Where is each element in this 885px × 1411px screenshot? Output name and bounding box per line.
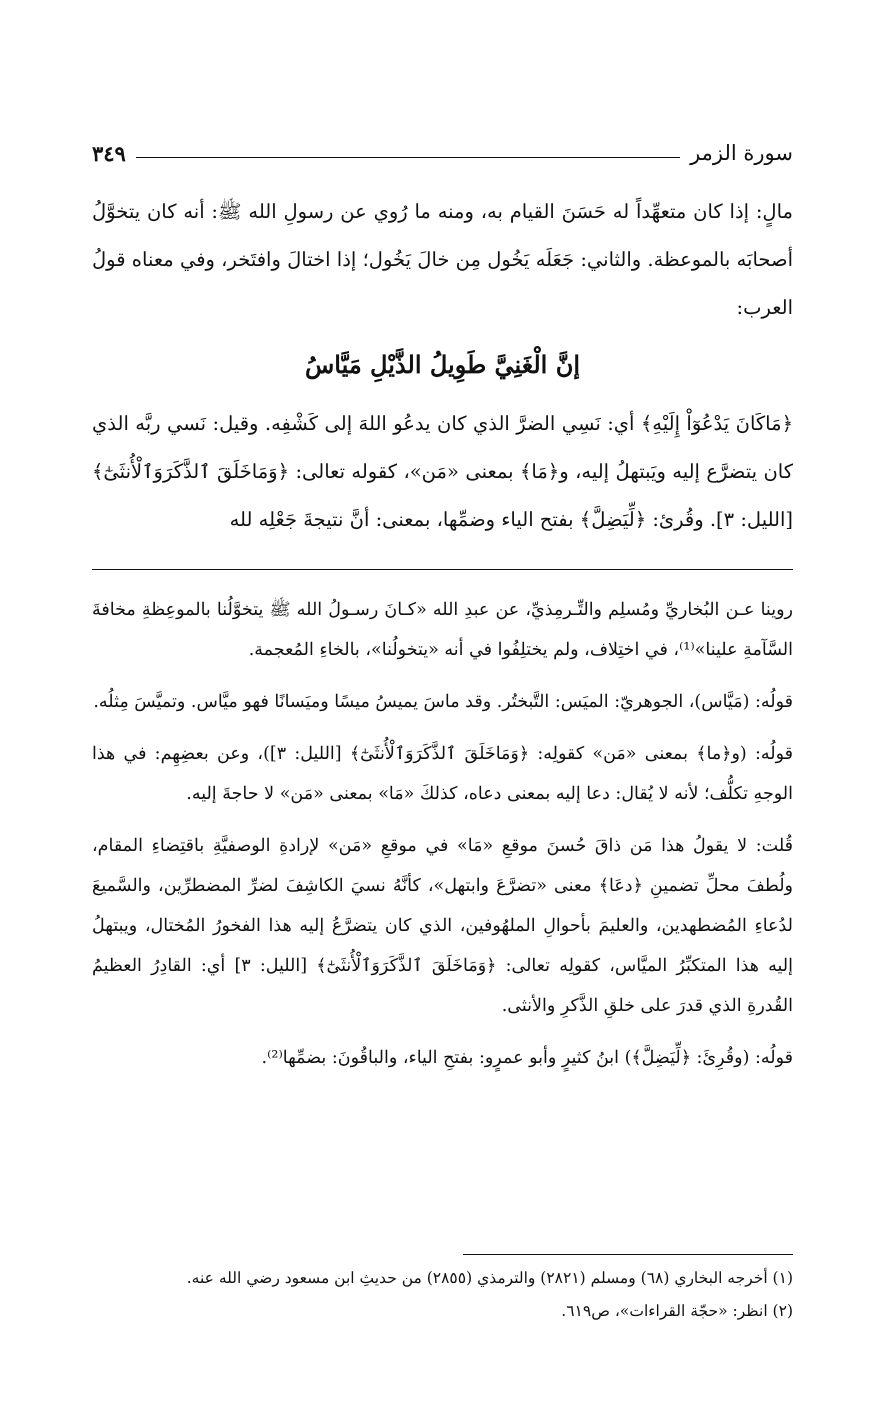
footnote-separator [463,1254,793,1255]
main-text [92,188,793,544]
commentary-paragraph-3: قولُه: (و﴿ما﴾ بمعنى «مَن» كقولِه: ﴿وَمَاخَلَقَ ٱلذَّكَرَوَٱلْأُنثَىٰٓ﴾ [الليل: ٣])، وعن بعضِهِم: في هذا الوجهِ تكلُّف؛ لأنه لا يُقال: دعا إليه بمعنى دعاه، كذلكَ «مَا» بمعنى «مَن» لا حاجةَ إليه. [92,744,793,804]
footnote-1: (١) أخرجه البخاري (٦٨) ومسلم (٢٨٢١) والترمذي (٢٨٥٥) من حديثِ ابن مسعود رضي الله عنه. [186,1269,793,1287]
commentary-paragraph-5: قولُه: (وقُرِئَ: ﴿لِّيَضِلَّ﴾) ابنُ كثيرٍ وأبو عمرٍو: بفتحِ الياء، والباقُونَ: بضمِّها⁽²⁾. [261,1048,793,1068]
commentary [92,590,793,1090]
header-rule [136,157,680,158]
surah-title: سورة الزمر [690,141,793,165]
page-number: ٣٤٩ [92,140,126,166]
commentary-paragraph-4: قُلت: لا يقولُ هذا مَن ذاقَ حُسنَ موقعِ «مَا» في موقعِ «مَن» لإرادةِ الوصفيَّةِ باقتِضاءِ المقام، ولُطفَ محلِّ تضمينِ ﴿دعَا﴾ معنى «تضرَّعَ وابتهل»، كأنَّهُ نسيَ الكاشِفَ لضرِّ المضطرِّين، والسَّميعَ لدُعاءِ المُضطهدين، والعليمَ بأحوالِ الملهُوفين، الذي كان يتضرَّعُ إليه هذا الفخورُ المُختال، ويبتهلُ إليه هذا المتكبِّرُ الميَّاس، كقولِه تعالى: ﴿وَمَاخَلَقَ ٱلذَّكَرَوَٱلْأُنثَىٰٓ﴾ [الليل: ٣] أي: القادِرُ العظيمُ القُدرةِ الذي قدرَ على خلقِ الذَّكرِ والأنثى. [92,836,793,1016]
footnote-2: (٢) انظر: «حجّة القراءات»، ص٦١٩. [561,1302,793,1320]
main-paragraph-2: ﴿مَاكَانَ يَدْعُوٓاْ إِلَيْهِ﴾ أي: نَسِي الضرَّ الذي كان يدعُو اللهَ إلى كَشْفِه. وقيل: نَسي ربَّه الذي كان يتضرَّع إليه ويَبتهلُ إليه، و﴿مَا﴾ بمعنى «مَن»، كقوله تعالى: ﴿وَمَاخَلَقَ ٱلذَّكَرَوَٱلْأُنثَىٰٓ﴾ [الليل: ٣]. وقُرئ: ﴿لِّيَضِلَّ﴾ بفتح الياء وضمِّها، بمعنى: أنَّ نتيجةَ جَعْلِه لله [92,412,793,531]
commentary-separator [92,569,793,570]
footnotes [92,1262,793,1328]
commentary-paragraph-1: روينا عـن البُخاريِّ ومُسلِم والتِّـرمِذيِّ، عن عبدِ الله «كـانَ رسـولُ الله ﷺ يتخوَّلُنا بالموعِظةِ مخافةَ السَّآمةِ علينا»⁽¹⁾، في اختِلاف، ولم يختلِفُوا في أنه «يتخولُنا»، بالخاءِ المُعجمة. [92,600,793,660]
commentary-paragraph-2: قولُه: (مَيَّاس)، الجوهريّ: الميَس: التَّبختُر. وقد ماسَ يميسُ ميسًا وميَسانًا فهو ميَّاس. وتميَّسَ مِثلُه. [93,692,793,712]
main-paragraph-1: مالٍ: إذا كان متعهِّداً له حَسَنَ القيام به، ومنه ما رُوي عن رسولِ الله ﷺ: أنه كان يتخوَّلُ أصحابَه بالموعظة. والثاني: جَعَلَه يَخُول مِن خالَ يَخُول؛ إذا اختالَ وافتَخر، وفي معناه قولُ العرب: [92,200,793,319]
running-header [92,136,793,170]
poetry-verse: إنَّ الْغَنِيَّ طَوِيلُ الذَّيْلِ مَيَّاسُ [304,350,580,379]
